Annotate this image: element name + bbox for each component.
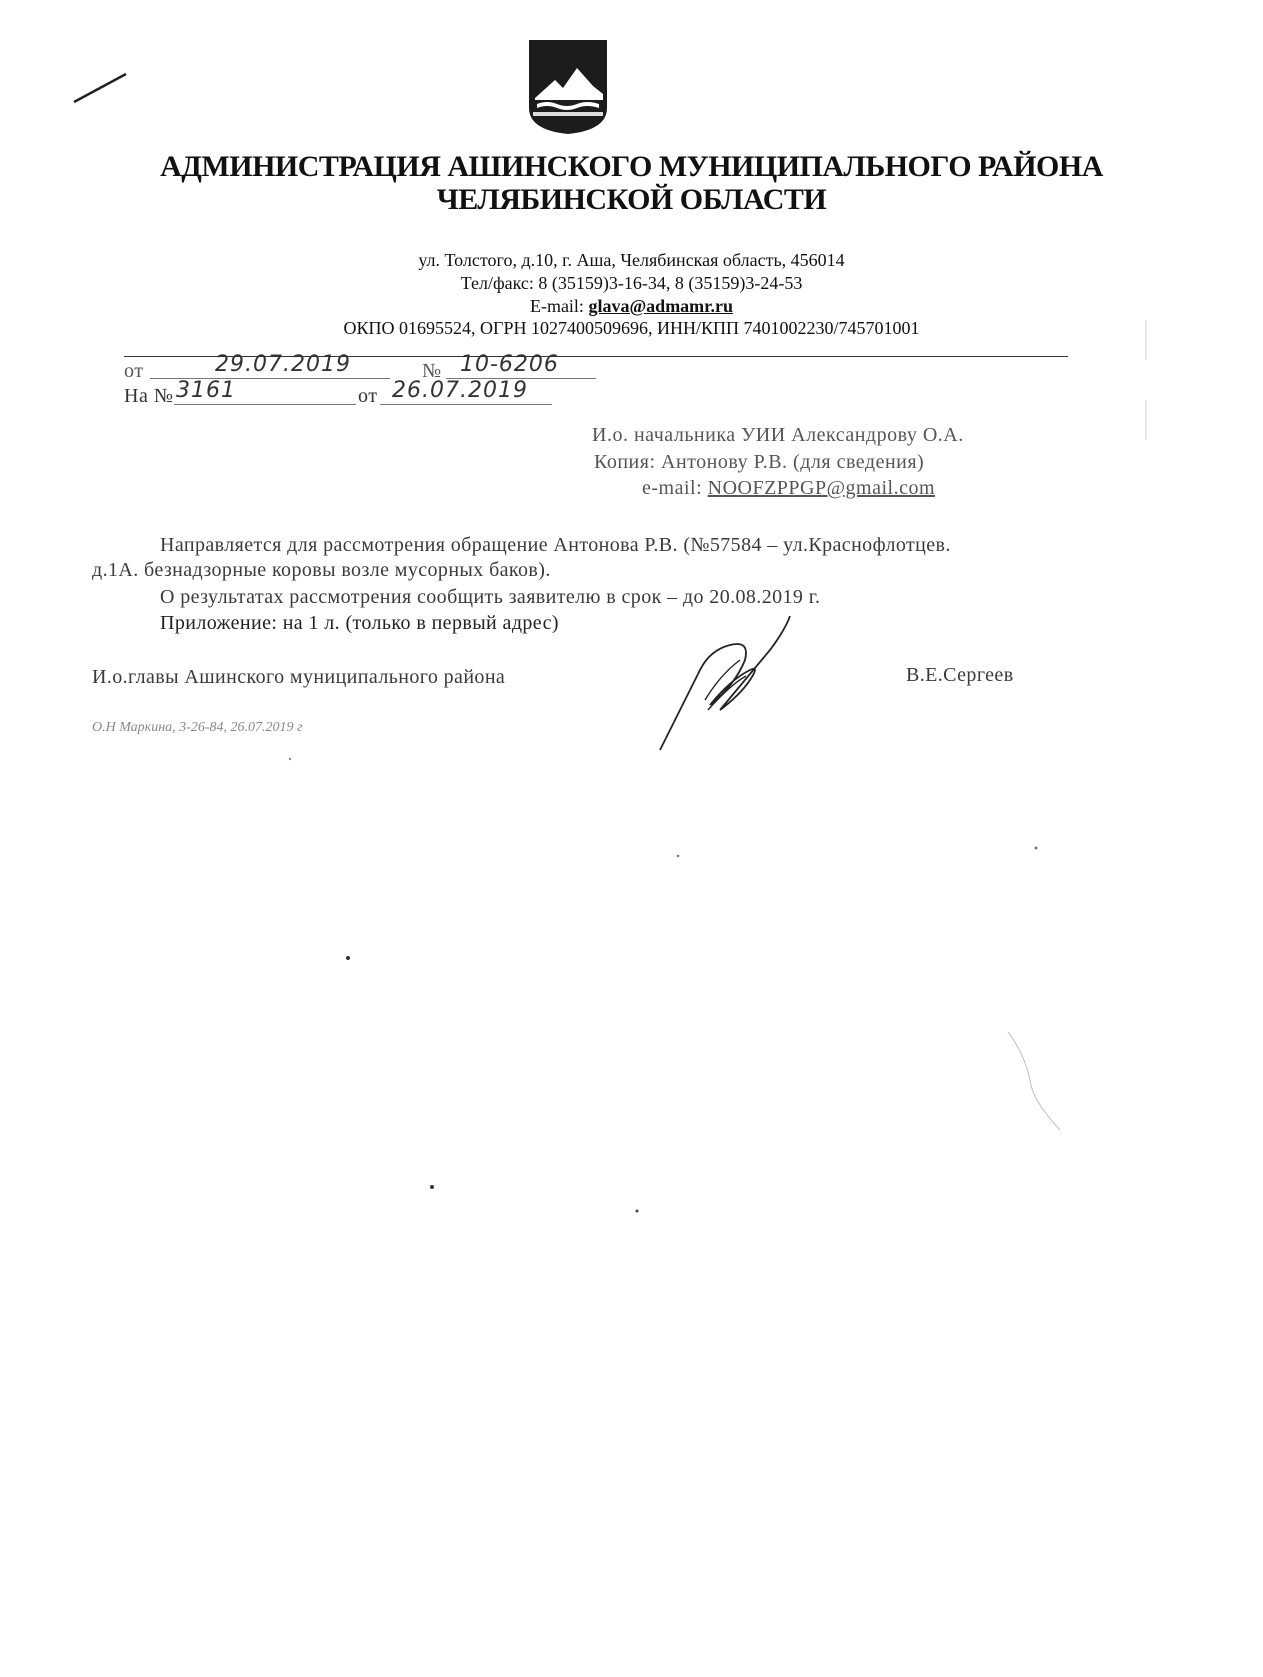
signatory-name: В.Е.Сергеев: [906, 664, 1014, 686]
org-title-line1: АДМИНИСТРАЦИЯ АШИНСКОГО МУНИЦИПАЛЬНОГО РАЙОНА: [160, 150, 1103, 183]
org-email-link[interactable]: glava@admamr.ru: [588, 296, 734, 316]
reply-from-label: от: [358, 385, 378, 407]
executor-note: О.Н Маркина, 3-26-84, 26.07.2019 г: [92, 720, 303, 735]
number-label: №: [422, 360, 442, 382]
org-address: ул. Толстого, д.10, г. Аша, Челябинская область, 456014: [418, 250, 845, 270]
addressee-line2: Копия: Антонову Р.В. (для сведения): [594, 451, 925, 473]
reply-label: На №: [124, 385, 174, 407]
from-label: от: [124, 360, 144, 382]
body-para3: Приложение: на 1 л. (только в первый адрес): [160, 612, 559, 634]
doc-number: 10-6206: [460, 352, 559, 377]
reply-number: 3161: [176, 378, 236, 403]
from-date: 29.07.2019: [215, 352, 351, 377]
addressee-line1: И.о. начальника УИИ Александрову О.А.: [592, 424, 964, 446]
signatory-position: И.о.главы Ашинского муниципального района: [92, 666, 506, 688]
org-title-line2: ЧЕЛЯБИНСКОЙ ОБЛАСТИ: [436, 183, 827, 216]
addressee-email-link[interactable]: NOOFZPPGP@gmail.com: [707, 477, 936, 499]
body-para1-line2: д.1А. безнадзорные коровы возле мусорных баков).: [92, 559, 551, 581]
body-para2: О результатах рассмотрения сообщить заявителю в срок – до 20.08.2019 г.: [160, 586, 821, 608]
org-phone: Тел/факс: 8 (35159)3-16-34, 8 (35159)3-24-53: [460, 273, 803, 293]
reply-date: 26.07.2019: [392, 378, 528, 403]
addressee-email-label: e-mail:: [642, 477, 708, 499]
org-email-label: E-mail:: [529, 296, 589, 316]
body-para1-line1: Направляется для рассмотрения обращение Антонова Р.В. (№57584 – ул.Краснофлотцев.: [160, 534, 951, 556]
org-codes: ОКПО 01695524, ОГРН 1027400509696, ИНН/КПП 7401002230/745701001: [343, 318, 920, 338]
